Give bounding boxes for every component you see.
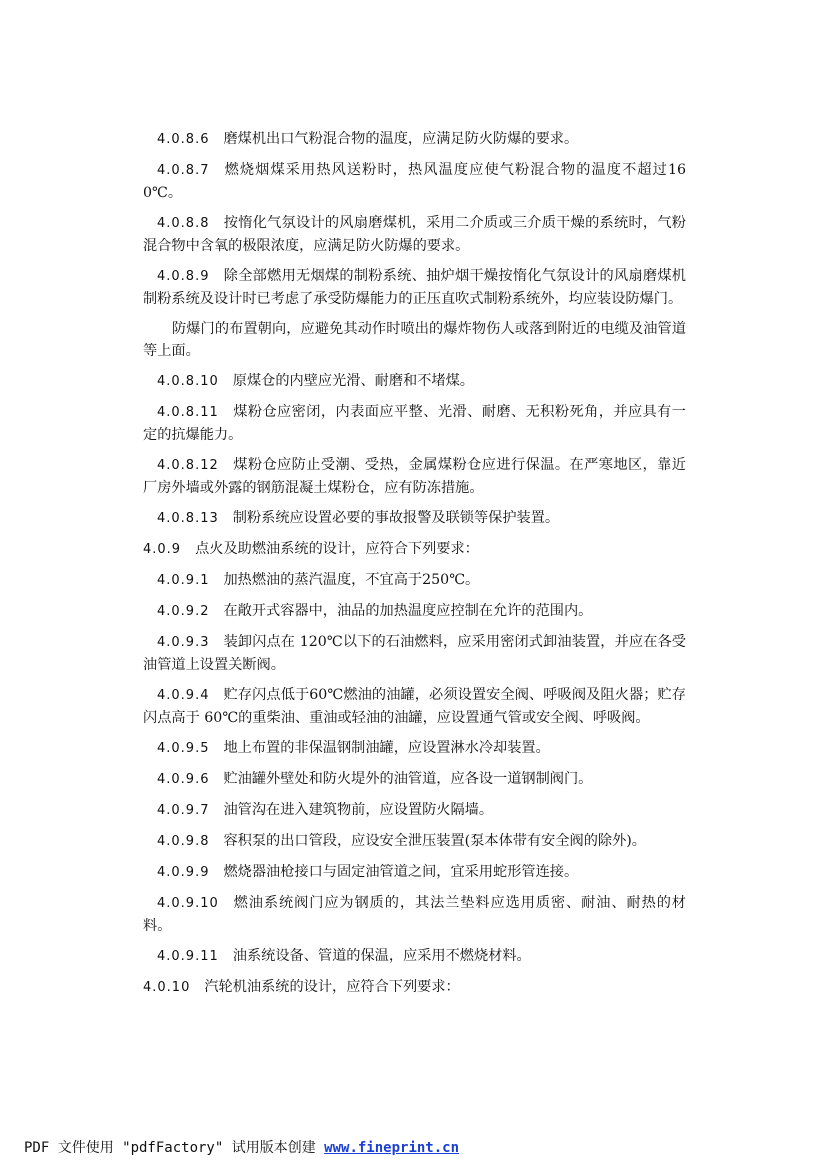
clause-4-0-9-6 bbox=[143, 768, 686, 791]
clause-number: 4.0.8.12 bbox=[157, 458, 219, 473]
clause-number: 4.0.10 bbox=[143, 980, 191, 995]
clause-4-0-9-1 bbox=[143, 569, 686, 592]
clause-4-0-8-12 bbox=[143, 454, 686, 499]
clause-4-0-9-9 bbox=[143, 861, 686, 884]
clause-number: 4.0.9.11 bbox=[157, 949, 219, 964]
clause-text: 油系统设备、管道的保温，应采用不燃烧材料。 bbox=[232, 948, 531, 964]
clause-4-0-8-9 bbox=[143, 265, 686, 310]
clause-4-0-9-4 bbox=[143, 684, 686, 729]
clause-text: 燃烧烟煤采用热风送粉时，热风温度应使气粉混合物的温度不超过160℃。 bbox=[143, 162, 686, 201]
clause-text: 按惰化气氛设计的风扇磨煤机，采用二介质或三介质干燥的系统时，气粉混合物中含氧的极限浓度，应满足防火防爆的要求。 bbox=[143, 215, 686, 254]
clause-number: 4.0.9.4 bbox=[157, 688, 210, 703]
clause-number: 4.0.9.5 bbox=[157, 741, 210, 756]
clause-4-0-8-7 bbox=[143, 159, 686, 204]
clause-number: 4.0.9.7 bbox=[157, 803, 210, 818]
clause-number: 4.0.9 bbox=[143, 542, 182, 557]
clause-number: 4.0.9.10 bbox=[157, 896, 219, 911]
clause-number: 4.0.9.1 bbox=[157, 573, 210, 588]
clause-text: 容积泵的出口管段，应设安全泄压装置(泵本体带有安全阀的除外)。 bbox=[223, 833, 646, 849]
clause-number: 4.0.8.13 bbox=[157, 511, 219, 526]
clause-text: 磨煤机出口气粉混合物的温度，应满足防火防爆的要求。 bbox=[223, 131, 579, 147]
clause-text: 加热燃油的蒸汽温度，不宜高于250℃。 bbox=[223, 572, 480, 588]
clause-number: 4.0.8.11 bbox=[157, 405, 219, 420]
clause-number: 4.0.8.8 bbox=[157, 216, 210, 231]
clause-number: 4.0.8.7 bbox=[157, 163, 210, 178]
clause-text: 油管沟在进入建筑物前，应设置防火隔墙。 bbox=[223, 802, 494, 818]
clause-text: 煤粉仓应密闭，内表面应平整、光滑、耐磨、无积粉死角，并应具有一定的抗爆能力。 bbox=[143, 404, 686, 443]
clause-4-0-9-7 bbox=[143, 799, 686, 822]
clause-text: 贮油罐外壁处和防火堤外的油管道，应各设一道钢制阀门。 bbox=[223, 771, 593, 787]
clause-number: 4.0.8.9 bbox=[157, 269, 210, 284]
clause-number: 4.0.9.8 bbox=[157, 834, 210, 849]
clause-text: 装卸闪点在 120℃以下的石油燃料，应采用密闭式卸油装置，并应在各受油管道上设置关断阀。 bbox=[143, 634, 686, 673]
clause-4-0-9 bbox=[143, 538, 686, 561]
clause-text: 除全部燃用无烟煤的制粉系统、抽炉烟干燥按惰化气氛设计的风扇磨煤机制粉系统及设计时已考虑了承受防爆能力的正压直吹式制粉系统外，均应装设防爆门。 bbox=[143, 268, 686, 307]
clause-text: 汽轮机油系统的设计，应符合下列要求： bbox=[204, 979, 460, 995]
document-body bbox=[143, 128, 686, 1007]
clause-4-0-8-11 bbox=[143, 401, 686, 446]
clause-4-0-9-8 bbox=[143, 830, 686, 853]
clause-4-0-8-13 bbox=[143, 507, 686, 530]
footer-text: PDF 文件使用 "pdfFactory" 试用版本创建 bbox=[24, 1140, 316, 1156]
clause-4-0-9-3 bbox=[143, 631, 686, 676]
clause-text: 燃油系统阀门应为钢质的，其法兰垫料应选用质密、耐油、耐热的材料。 bbox=[143, 895, 686, 934]
clause-text: 在敞开式容器中，油品的加热温度应控制在允许的范围内。 bbox=[223, 603, 593, 619]
clause-4-0-9-11 bbox=[143, 945, 686, 968]
clause-4-0-9-2 bbox=[143, 600, 686, 623]
clause-4-0-8-9-note bbox=[143, 318, 686, 362]
clause-text: 地上布置的非保温钢制油罐，应设置淋水冷却装置。 bbox=[223, 740, 550, 756]
clause-4-0-8-8 bbox=[143, 212, 686, 257]
clause-number: 4.0.9.3 bbox=[157, 635, 210, 650]
clause-4-0-8-10 bbox=[143, 370, 686, 393]
clause-4-0-10 bbox=[143, 976, 686, 999]
clause-number: 4.0.9.2 bbox=[157, 604, 210, 619]
clause-text: 原煤仓的内壁应光滑、耐磨和不堵煤。 bbox=[232, 373, 474, 389]
pdf-footer bbox=[24, 1137, 459, 1157]
clause-number: 4.0.8.10 bbox=[157, 374, 219, 389]
clause-number: 4.0.9.6 bbox=[157, 772, 210, 787]
clause-4-0-8-6 bbox=[143, 128, 686, 151]
clause-text: 煤粉仓应防止受潮、受热，金属煤粉仓应进行保温。在严寒地区，靠近厂房外墙或外露的钢筋混凝土煤粉仓，应有防冻措施。 bbox=[143, 457, 686, 496]
clause-4-0-9-10 bbox=[143, 892, 686, 937]
clause-text: 贮存闪点低于60℃燃油的油罐，必须设置安全阀、呼吸阀及阻火器；贮存闪点高于 60℃的重柴油、重油或轻油的油罐，应设置通气管或安全阀、呼吸阀。 bbox=[143, 687, 686, 726]
clause-4-0-9-5 bbox=[143, 737, 686, 760]
clause-text: 防爆门的布置朝向，应避免其动作时喷出的爆炸物伤人或落到附近的电缆及油管道等上面。 bbox=[143, 321, 686, 359]
clause-text: 燃烧器油枪接口与固定油管道之间，宜采用蛇形管连接。 bbox=[223, 864, 579, 880]
clause-number: 4.0.8.6 bbox=[157, 132, 210, 147]
clause-text: 制粉系统应设置必要的事故报警及联锁等保护装置。 bbox=[232, 510, 560, 526]
clause-text: 点火及助燃油系统的设计，应符合下列要求： bbox=[195, 541, 479, 557]
fineprint-link[interactable]: www.fineprint.cn bbox=[324, 1140, 460, 1156]
clause-number: 4.0.9.9 bbox=[157, 865, 210, 880]
